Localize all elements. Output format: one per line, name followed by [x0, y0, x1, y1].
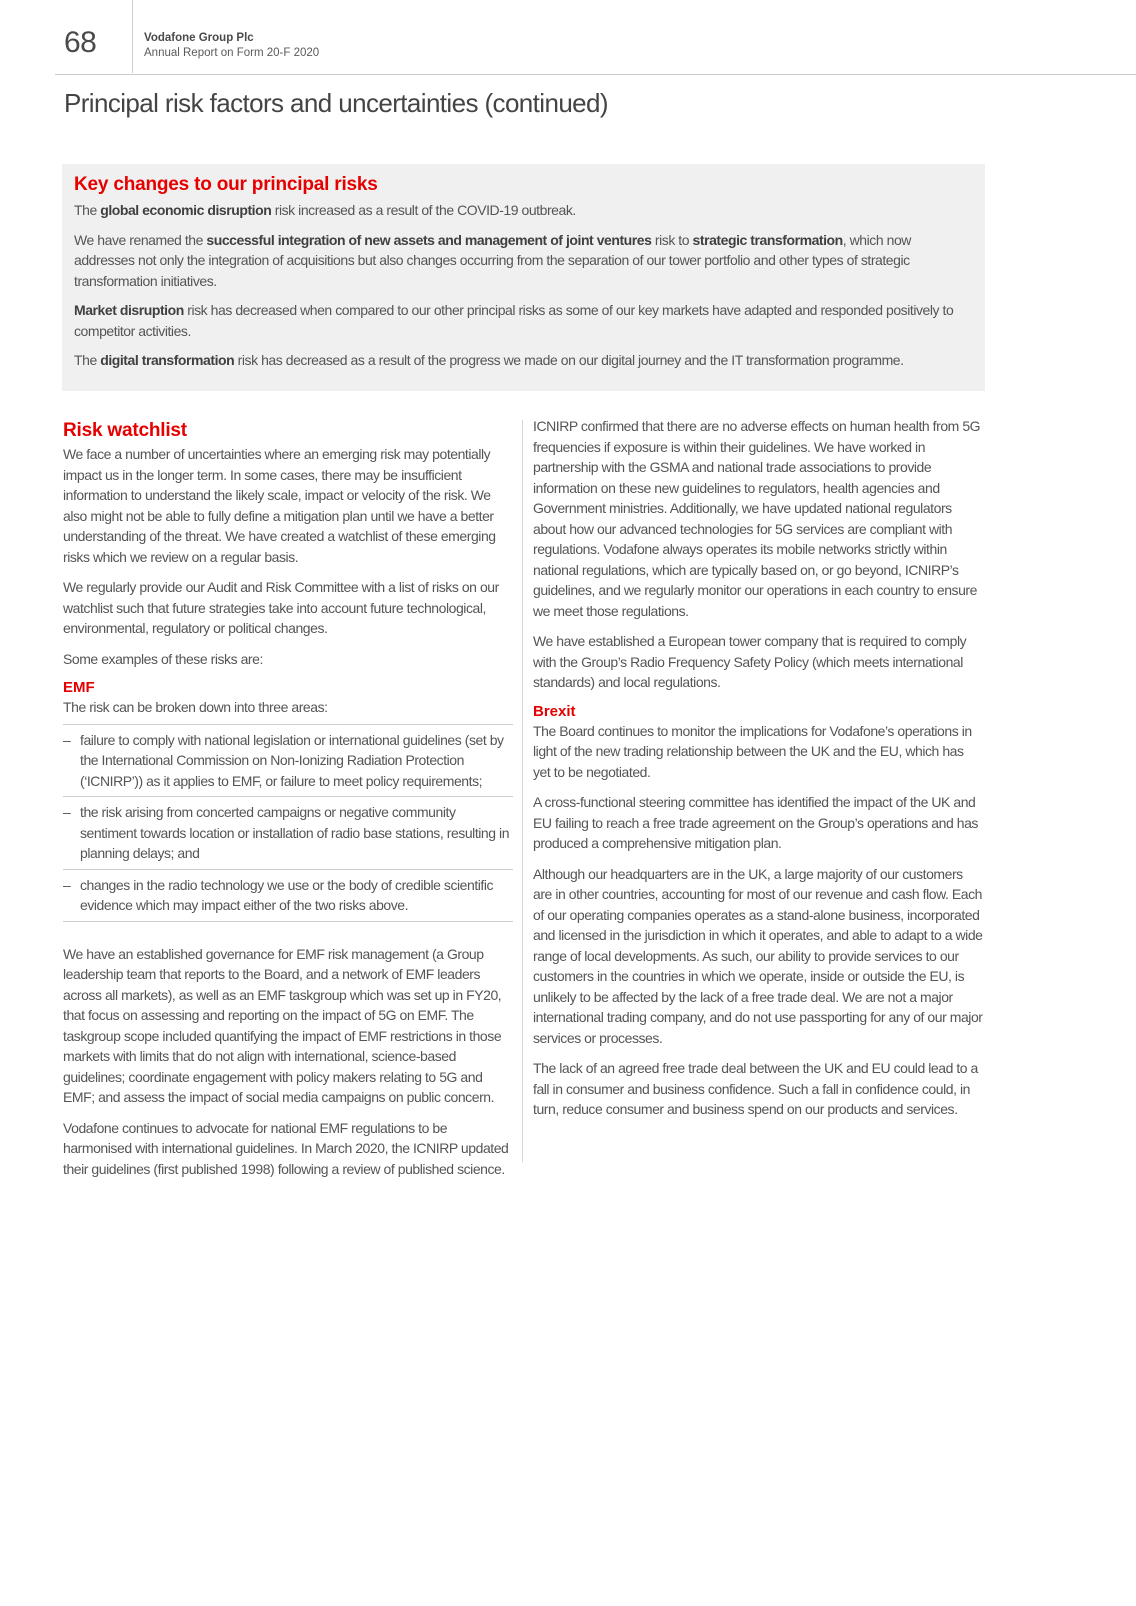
brexit-heading: Brexit	[533, 702, 576, 720]
page-number: 68	[64, 26, 97, 59]
text: We have renamed the	[74, 231, 207, 248]
list-item	[63, 797, 513, 870]
paragraph: ICNIRP confirmed that there are no adverse effects on human health from 5G frequencies if exposure is within their guidelines. We have worked in partnership with the GSMA and national trade associations to provide information on these new guidelines to regulators, health agencies and Government ministries. Additionally, we have updated national regulators about how our advanced technologies for 5G services are compliant with regulations. Vodafone always operates its mobile networks strictly within national regulations, which are typically based on, or go beyond, ICNIRP’s guidelines, and we regularly monitor our operations in each country to ensure we meet those regulations.	[533, 418, 981, 619]
dash-bullet-icon: –	[63, 731, 71, 748]
header-divider-vertical	[132, 0, 133, 73]
column-divider	[522, 420, 523, 1162]
risk-name: digital transformation	[100, 352, 235, 368]
list-item	[63, 725, 513, 798]
list-item	[63, 870, 513, 922]
dash-bullet-icon: –	[63, 804, 71, 820]
paragraph: The lack of an agreed free trade deal between the UK and EU could lead to a fall in consumer and business confidence. Such a fall in confidence could, in turn, reduce consumer and business spend on our products and services.	[533, 1060, 978, 1117]
report-name: Annual Report on Form 20-F 2020	[144, 47, 320, 59]
company-name: Vodafone Group Plc	[144, 32, 254, 44]
key-change-paragraph	[74, 350, 973, 371]
left-column	[63, 418, 513, 1189]
text: risk to	[651, 231, 693, 248]
list-item-text: the risk arising from concerted campaigns or negative community sentiment towards location or installation of radio base stations, resulting in planning delays; and	[80, 804, 510, 861]
key-changes-heading: Key changes to our principal risks	[74, 174, 378, 195]
paragraph: The risk can be broken down into three areas:	[63, 699, 328, 715]
key-change-paragraph	[74, 230, 973, 292]
risk-watchlist-heading: Risk watchlist	[63, 420, 187, 441]
page-title: Principal risk factors and uncertainties (continued)	[64, 88, 608, 118]
list-item-text: failure to comply with national legislation or international guidelines (set by the International Commission on Non-Ionizing Radiation Protection (‘ICNIRP’)) as it applies to EMF, or failure to meet policy requirements;	[80, 731, 504, 789]
paragraph: We have an established governance for EMF risk management (a Group leadership team that reports to the Board, and a network of EMF leaders across all markets), as well as an EMF taskgroup which was set up in FY20, that focus on assessing and reporting on the impact of 5G on EMF. The taskgroup scope included quantifying the impact of EMF restrictions in those markets with limits that do not align with international, science-based guidelines; coordinate engagement with policy makers relating to 5G and EMF; and assess the impact of social media campaigns on public concern.	[63, 945, 502, 1105]
key-change-paragraph	[74, 300, 973, 341]
paragraph: We regularly provide our Audit and Risk Committee with a list of risks on our watchlist such that future strategies take into account future technological, environmental, regulatory or political changes.	[63, 579, 499, 636]
right-column	[533, 416, 983, 1130]
risk-name: strategic transformation	[692, 231, 843, 248]
emf-heading: EMF	[63, 679, 95, 696]
header-divider-horizontal	[55, 74, 1136, 75]
dash-bullet-icon: –	[63, 876, 71, 893]
key-changes-box	[62, 164, 985, 391]
risk-name: Market disruption	[74, 302, 184, 318]
paragraph: Although our headquarters are in the UK, a large majority of our customers are in other countries, accounting for most of our revenue and cash flow. Each of our operating companies operates as a stand-alone business, incorporated and licensed in the jurisdiction in which it operates, and able to adapt to a wide range of local developments. As such, our ability to provide services to our customers in the countries in which we operate, inside or outside the EU, is unlikely to be affected by the lack of a free trade deal. We are not a major international trading company, and do not use passporting for any of our major services or processes.	[533, 865, 983, 1046]
risk-name: successful integration of new assets and management of joint ventures	[206, 231, 652, 248]
text: risk has decreased when compared to our other principal risks as some of our key markets have adapted and responded positively to competitor activities.	[74, 302, 954, 339]
text: The	[74, 202, 101, 218]
paragraph: We have established a European tower company that is required to comply with the Group’s Radio Frequency Safety Policy (which meets international standards) and local regulations.	[533, 633, 967, 690]
paragraph: The Board continues to monitor the implications for Vodafone’s operations in light of the new trading relationship between the UK and the EU, which has yet to be negotiated.	[533, 722, 972, 780]
text: , which now addresses not only the integration of acquisitions but also changes occurring from the separation of our tower portfolio and other types of strategic transformation initiatives.	[74, 231, 911, 289]
text: The	[74, 352, 101, 368]
paragraph: Some examples of these risks are:	[63, 650, 263, 667]
paragraph: A cross-functional steering committee has identified the impact of the UK and EU failing to reach a free trade agreement on the Group’s operations and has produced a comprehensive mitigation plan.	[533, 794, 978, 851]
paragraph: Vodafone continues to advocate for national EMF regulations to be harmonised with international guidelines. In March 2020, the ICNIRP updated their guidelines (first published 1998) following a review of published science.	[63, 1119, 509, 1177]
risk-name: global economic disruption	[100, 202, 272, 218]
list-item-text: changes in the radio technology we use or the body of credible scientific evidence which may impact either of the two risks above.	[80, 876, 494, 913]
text: risk has decreased as a result of the progress we made on our digital journey and the IT transformation programme.	[234, 352, 904, 368]
paragraph: We face a number of uncertainties where an emerging risk may potentially impact us in the longer term. In some cases, there may be insufficient information to understand the likely scale, impact or velocity of the risk. We also might not be able to fully define a mitigation plan until we have a better understanding of the threat. We have created a watchlist of these emerging risks which we review on a regular basis.	[63, 446, 496, 565]
key-change-paragraph	[74, 200, 973, 221]
text: risk increased as a result of the COVID-19 outbreak.	[271, 202, 576, 218]
emf-risk-list	[63, 724, 513, 922]
